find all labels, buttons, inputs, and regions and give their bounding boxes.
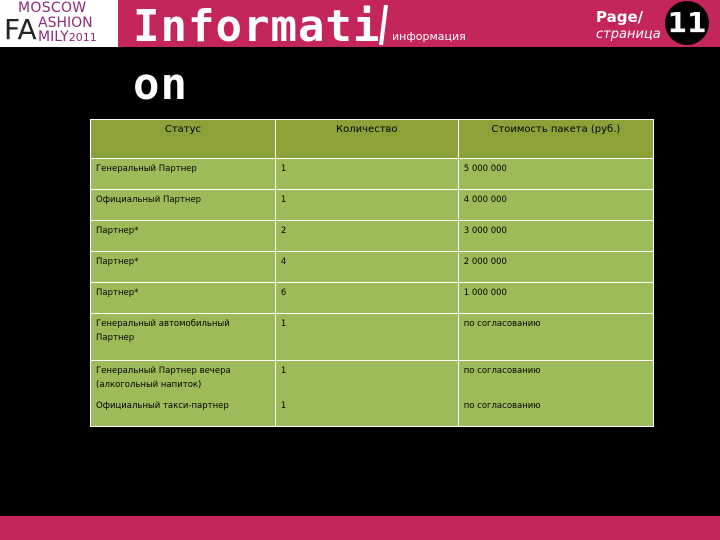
cell-price: по согласованию (463, 366, 541, 376)
table-row (91, 221, 654, 252)
cell-price: 5 000 000 (458, 159, 653, 190)
cell-quantity: 1 (275, 314, 458, 361)
cell-price-pair (458, 361, 653, 427)
header-price: Стоимость пакета (руб.) (458, 120, 653, 159)
page-subtitle: информация (392, 30, 466, 43)
slash-divider-icon (378, 4, 388, 46)
table-row (91, 252, 654, 283)
cell-price: 1 000 000 (458, 283, 653, 314)
cell-status: Генеральный Партнер вечера (алкогольный напиток) (96, 366, 231, 390)
cell-status: Партнер* (91, 252, 276, 283)
logo-line-fashion: ASHION (38, 15, 93, 31)
footer-band (0, 516, 720, 540)
cell-quantity: 2 (275, 221, 458, 252)
page-label: Page/ (596, 8, 644, 26)
cell-quantity: 1 (275, 159, 458, 190)
cell-status: Официальный такси-партнер (96, 401, 229, 411)
cell-quantity: 1 (275, 190, 458, 221)
cell-quantity: 6 (275, 283, 458, 314)
cell-status: Официальный Партнер (91, 190, 276, 221)
page-title: Informati on (133, 1, 381, 110)
logo-line-mily: MILY2011 (38, 29, 97, 45)
table-row (91, 190, 654, 221)
cell-quantity: 4 (275, 252, 458, 283)
table-header-row (91, 120, 654, 159)
table-row (91, 361, 654, 427)
page-number-badge: 11 (665, 1, 709, 45)
cell-price: 3 000 000 (458, 221, 653, 252)
cell-price: 2 000 000 (458, 252, 653, 283)
cell-quantity: 1 (280, 401, 287, 411)
header-quantity: Количество (275, 120, 458, 159)
cell-status: Генеральный автомобильный Партнер (91, 314, 276, 361)
cell-price: 4 000 000 (458, 190, 653, 221)
cell-quantity-pair (275, 361, 458, 427)
cell-status: Партнер* (91, 221, 276, 252)
header-status: Статус (91, 120, 276, 159)
cell-quantity: 1 (280, 366, 287, 376)
logo (0, 0, 118, 47)
logo-fa-letters: FA (4, 13, 37, 46)
table-row (91, 283, 654, 314)
sponsorship-table (90, 119, 654, 427)
cell-status: Партнер* (91, 283, 276, 314)
cell-price: по согласованию (463, 401, 541, 411)
cell-price: по согласованию (458, 314, 653, 361)
table-row (91, 314, 654, 361)
cell-status-pair (91, 361, 276, 427)
logo-line-moscow: MOSCOW (18, 0, 87, 16)
page-label-ru: страница (596, 27, 661, 42)
cell-status: Генеральный Партнер (91, 159, 276, 190)
table-row (91, 159, 654, 190)
